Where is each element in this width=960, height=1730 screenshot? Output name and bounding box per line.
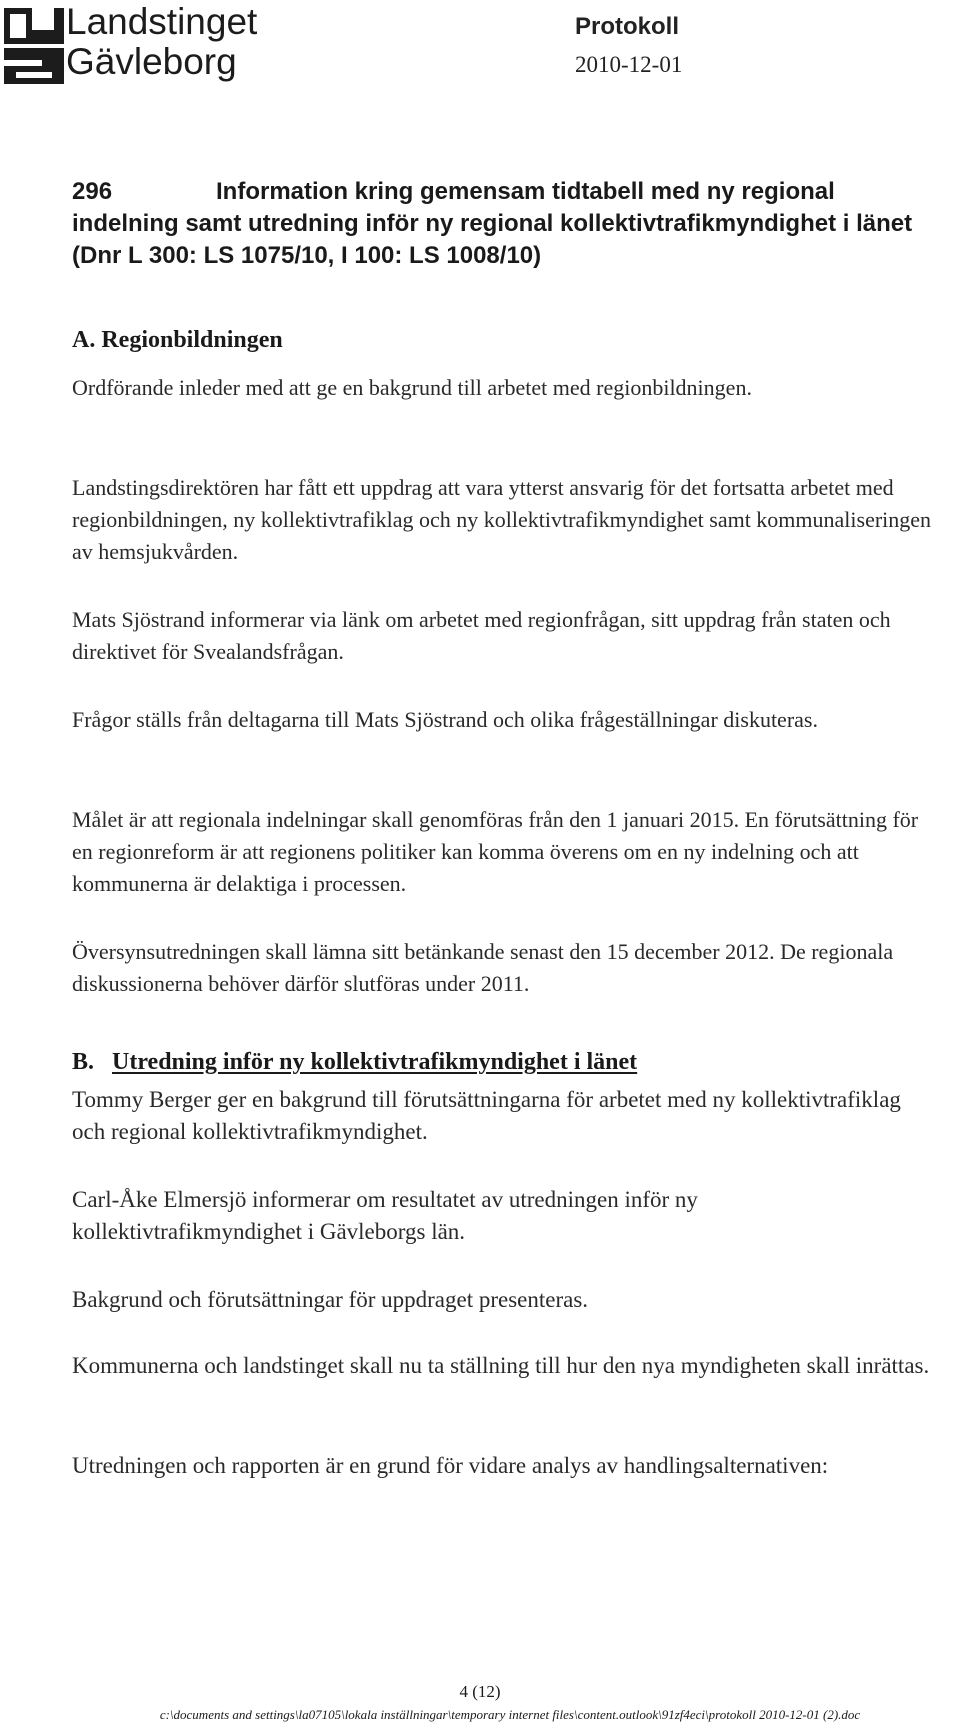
paragraph: Ordförande inleder med att ge en bakgrund till arbetet med regionbildningen. xyxy=(72,375,752,400)
paragraph: Tommy Berger ger en bakgrund till förutsättningarna för arbetet med ny kollektivtrafiklag och regional kollektivtrafikmyndighet. xyxy=(72,1087,901,1144)
logo-text-line-1: Landstinget xyxy=(66,1,258,42)
paragraph: Översynsutredningen skall lämna sitt betänkande senast den 15 december 2012. De regionala diskussionerna behöver därför slutföras under 2011. xyxy=(72,939,894,996)
landstinget-gavleborg-logo xyxy=(2,2,302,90)
paragraph: Bakgrund och förutsättningar för uppdraget presenteras. xyxy=(72,1287,589,1312)
paragraph: Utredningen och rapporten är en grund för vidare analys av handlingsalternativen: xyxy=(72,1453,829,1478)
document-date: 2010-12-01 xyxy=(575,52,683,77)
logo-mark-icon xyxy=(2,4,66,86)
logo-text-line-2: Gävleborg xyxy=(66,41,237,82)
page-number: 4 (12) xyxy=(459,1682,501,1701)
heading-utredning xyxy=(72,1046,637,1078)
document-type: Protokoll xyxy=(575,13,680,40)
heading-text: Utredning inför ny kollektivtrafikmyndighet i länet xyxy=(112,1049,638,1075)
section-title: Information kring gemensam tidtabell med ny regional indelning samt utredning inför ny regional kollektivtrafikmyndighet i länet (Dnr L 300: LS 1075/10, I 100: LS 1008/10) xyxy=(72,178,913,269)
paragraph: Kommunerna och landstinget skall nu ta ställning till hur den nya myndigheten skall inrättas. xyxy=(72,1353,930,1378)
paragraph: Målet är att regionala indelningar skall genomföras från den 1 januari 2015. En förutsättning för en regionreform är att regionens politiker kan komma överens om en ny indelning och att kommunerna är delaktiga i processen. xyxy=(72,807,919,896)
paragraph: Landstingsdirektören har fått ett uppdrag att vara ytterst ansvarig för det fortsatta arbetet med regionbildningen, ny kollektivtrafiklag och ny kollektivtrafikmyndighet samt kommunaliseringen av hemsjukvården. xyxy=(72,475,932,564)
section-number: 296 xyxy=(72,178,113,205)
paragraph: Frågor ställs från deltagarna till Mats Sjöstrand och olika frågeställningar diskuteras. xyxy=(72,707,818,732)
paragraph: Mats Sjöstrand informerar via länk om arbetet med regionfrågan, sitt uppdrag från staten och direktivet för Svealandsfrågan. xyxy=(72,607,891,664)
paragraph: Carl-Åke Elmersjö informerar om resultatet av utredningen inför ny kollektivtrafikmyndighet i Gävleborgs län. xyxy=(72,1187,698,1244)
heading-regionbildningen: A. Regionbildningen xyxy=(72,327,283,353)
file-path: c:\documents and settings\la07105\lokala inställningar\temporary internet files\content.outlook\91zf4eci\protokoll 2010-12-01 (2).doc xyxy=(159,1707,861,1722)
heading-letter: B. xyxy=(72,1049,95,1075)
